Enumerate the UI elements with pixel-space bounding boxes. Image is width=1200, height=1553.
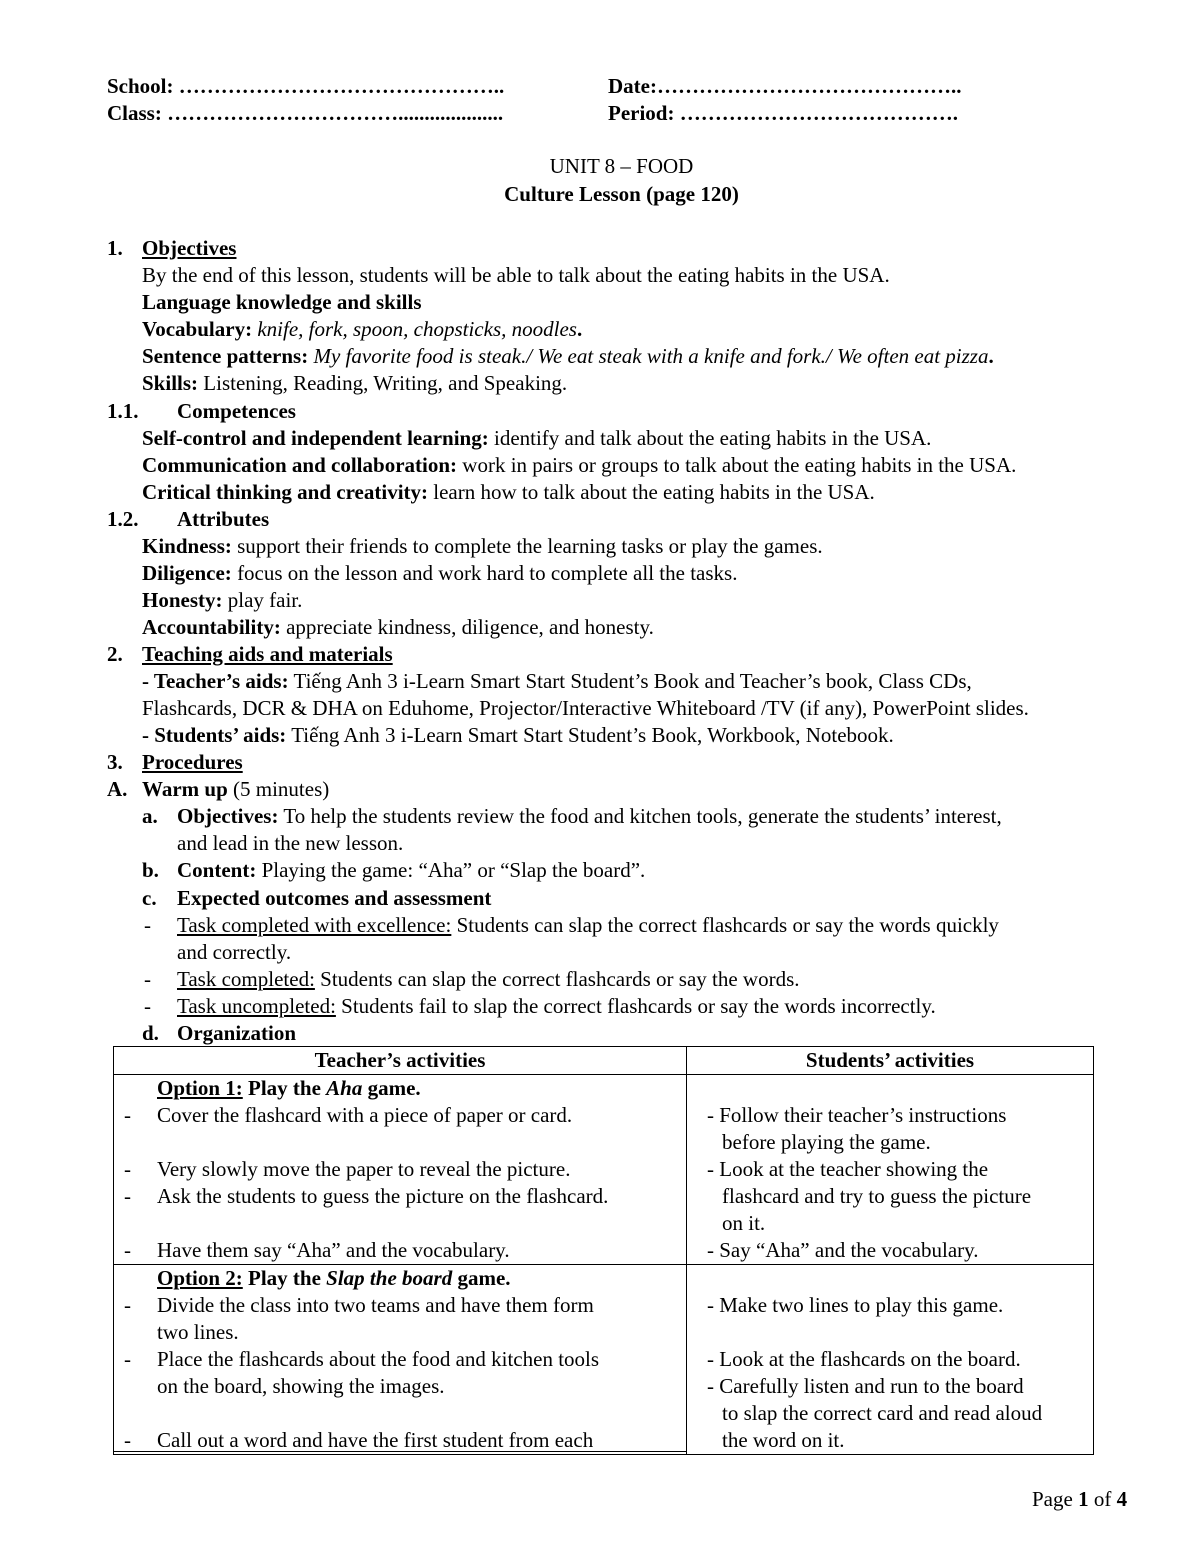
table-row: - Very slowly move the paper to reveal the picture. — [124, 1157, 571, 1181]
objectives-num: 1. — [107, 236, 123, 260]
teacher-aids-line: - Teacher’s aids: Tiếng Anh 3 i-Learn Smart Start Student’s Book and Teacher’s book, Class CDs, — [142, 669, 972, 693]
attributes-num: 1.2. — [107, 507, 139, 531]
attribute-item: Accountability: appreciate kindness, diligence, and honesty. — [142, 615, 654, 639]
unit-title: UNIT 8 – FOOD — [549, 154, 694, 178]
warmup-objectives-2: and lead in the new lesson. — [177, 831, 404, 855]
competences-num: 1.1. — [107, 399, 139, 423]
table-header-row — [114, 1047, 1094, 1075]
list-item: to slap the correct card and read aloud — [722, 1401, 1043, 1425]
organization-table — [113, 1046, 1094, 1455]
attribute-item: Honesty: play fair. — [142, 588, 303, 612]
organization-heading: Organization — [177, 1021, 296, 1045]
table-row: on the board, showing the images. — [157, 1374, 445, 1398]
warmup-heading: Warm up (5 minutes) — [142, 777, 330, 801]
procedures-heading: Procedures — [142, 750, 243, 774]
expected-sub-num: c. — [142, 886, 157, 910]
competence-item: Communication and collaboration: work in pairs or groups to talk about the eating habits in the USA. — [142, 453, 1017, 477]
vocabulary-line: Vocabulary: knife, fork, spoon, chopsticks, noodles. — [142, 317, 583, 341]
list-item: - Follow their teacher’s instructions — [707, 1103, 1007, 1127]
list-item: - Make two lines to play this game. — [707, 1293, 1004, 1317]
competences-heading: Competences — [177, 399, 296, 423]
skills-line: Skills: Listening, Reading, Writing, and Speaking. — [142, 371, 568, 395]
list-item: before playing the game. — [722, 1130, 931, 1154]
school-line: School: ……………………………………….. — [107, 74, 505, 98]
teacher-aids-line-2: Flashcards, DCR & DHA on Eduhome, Projector/Interactive Whiteboard /TV (if any), PowerPoint slides. — [142, 696, 1029, 720]
table-row: - Place the flashcards about the food and kitchen tools — [124, 1347, 600, 1371]
class-line: Class: …………………………….................... — [107, 101, 504, 125]
expected-heading: Expected outcomes and assessment — [177, 886, 492, 910]
procedures-num: 3. — [107, 750, 123, 774]
period-line: Period: …………………………………. — [608, 101, 958, 125]
competence-item: Critical thinking and creativity: learn how to talk about the eating habits in the USA. — [142, 480, 875, 504]
content-sub-num: b. — [142, 858, 159, 882]
language-knowledge-heading: Language knowledge and skills — [142, 290, 422, 314]
aids-heading: Teaching aids and materials — [142, 642, 393, 666]
aids-num: 2. — [107, 642, 123, 666]
option2-teacher-cell — [114, 1265, 687, 1455]
table-row: - Divide the class into two teams and have them form — [124, 1293, 594, 1317]
warmup-content: Content: Playing the game: “Aha” or “Slap the board”. — [177, 858, 646, 882]
table-row: - Call out a word and have the first student from each — [114, 1427, 686, 1454]
page-number: Page 1 of 4 — [1032, 1487, 1128, 1511]
objectives-sub-num: a. — [142, 804, 158, 828]
objectives-heading: Objectives — [142, 236, 237, 260]
warmup-num: A. — [107, 777, 128, 801]
excellence-line: Task completed with excellence: Students can slap the correct flashcards or say the words quickly — [177, 913, 999, 937]
table-row — [114, 1075, 1094, 1265]
organization-sub-num: d. — [142, 1021, 159, 1045]
list-item: on it. — [722, 1211, 766, 1235]
lesson-title: Culture Lesson (page 120) — [504, 182, 739, 206]
list-item: - Say “Aha” and the vocabulary. — [707, 1238, 979, 1262]
option2-students-cell — [687, 1265, 1094, 1455]
option1-title: Option 1: Play the Aha game. — [157, 1076, 421, 1100]
student-aids-line: - Students’ aids: Tiếng Anh 3 i-Learn Smart Start Student’s Book, Workbook, Notebook. — [142, 723, 894, 747]
warmup-objectives: Objectives: To help the students review the food and kitchen tools, generate the students’ interest, — [177, 804, 1002, 828]
table-row: - Cover the flashcard with a piece of paper or card. — [124, 1103, 573, 1127]
sentence-patterns-line: Sentence patterns: My favorite food is steak./ We eat steak with a knife and fork./ We often eat pizza. — [142, 344, 994, 368]
attribute-item: Diligence: focus on the lesson and work hard to complete all the tasks. — [142, 561, 738, 585]
bullet-dash: - — [144, 913, 151, 937]
completed-line: Task completed: Students can slap the correct flashcards or say the words. — [177, 967, 800, 991]
col-students-header: Students’ activities — [687, 1047, 1094, 1075]
table-row — [114, 1265, 1094, 1455]
option1-teacher-cell — [114, 1075, 687, 1265]
objectives-intro: By the end of this lesson, students will be able to talk about the eating habits in the USA. — [142, 263, 890, 287]
attribute-item: Kindness: support their friends to complete the learning tasks or play the games. — [142, 534, 823, 558]
list-item: the word on it. — [722, 1428, 845, 1452]
list-item: - Look at the teacher showing the — [707, 1157, 989, 1181]
col-teacher-header: Teacher’s activities — [114, 1047, 687, 1075]
competence-item: Self-control and independent learning: identify and talk about the eating habits in the USA. — [142, 426, 932, 450]
table-row: - Ask the students to guess the picture on the flashcard. — [124, 1184, 609, 1208]
option1-students-cell — [687, 1075, 1094, 1265]
list-item: - Look at the flashcards on the board. — [707, 1347, 1021, 1371]
bullet-dash: - — [144, 967, 151, 991]
table-row: two lines. — [157, 1320, 239, 1344]
date-line: Date:…………………………………….. — [608, 74, 962, 98]
list-item: - Carefully listen and run to the board — [707, 1374, 1024, 1398]
option2-title: Option 2: Play the Slap the board game. — [157, 1266, 511, 1290]
list-item: flashcard and try to guess the picture — [722, 1184, 1032, 1208]
attributes-heading: Attributes — [177, 507, 270, 531]
bullet-dash: - — [144, 994, 151, 1018]
uncompleted-line: Task uncompleted: Students fail to slap the correct flashcards or say the words incorrectly. — [177, 994, 936, 1018]
excellence-line-2: and correctly. — [177, 940, 292, 964]
table-row: - Have them say “Aha” and the vocabulary. — [124, 1238, 510, 1262]
